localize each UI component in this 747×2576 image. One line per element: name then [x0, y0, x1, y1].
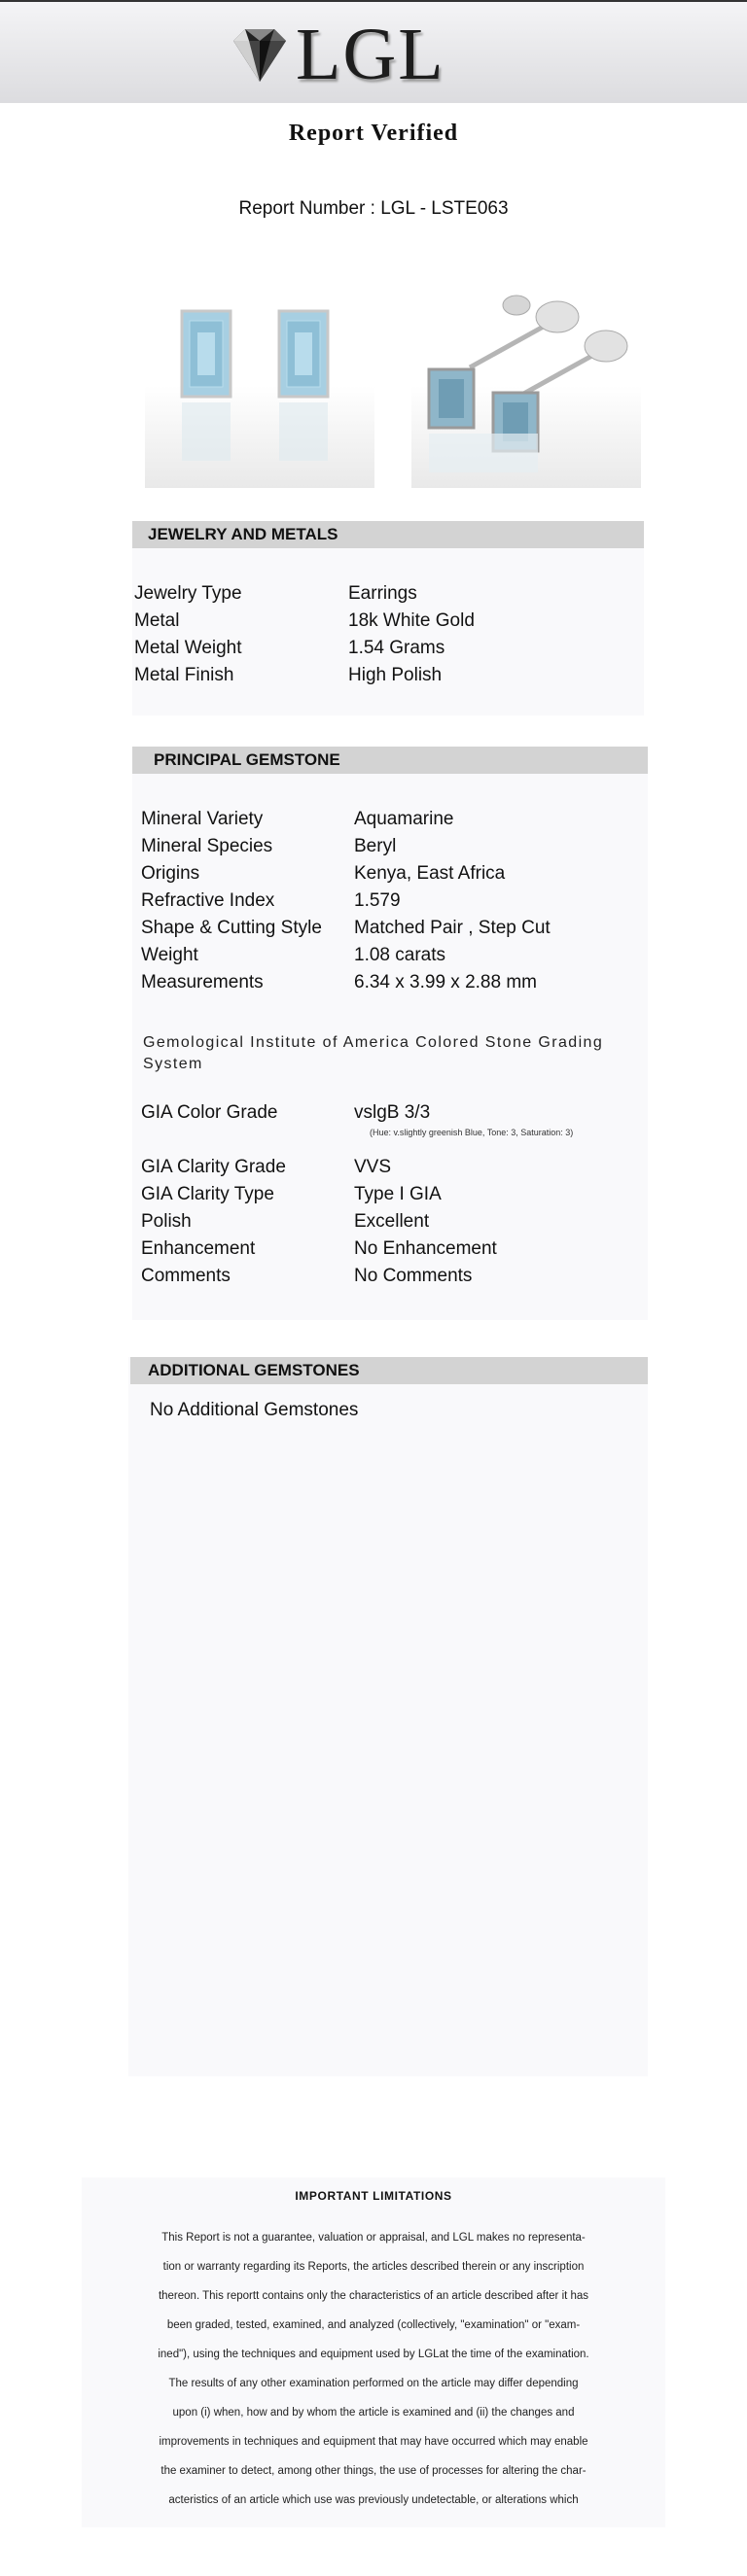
earrings-front-photo — [145, 261, 374, 488]
mineral-variety-value: Aquamarine — [354, 809, 454, 829]
limitations-line: ined"), using the techniques and equipment used by LGLat the time of the examination. — [158, 2349, 589, 2360]
origins-value: Kenya, East Africa — [354, 863, 506, 884]
earrings-side-photo — [411, 261, 641, 488]
additional-gemstones-text: No Additional Gemstones — [150, 1400, 359, 1420]
metal-finish-label: Metal Finish — [134, 665, 234, 685]
additional-section-title: ADDITIONAL GEMSTONES — [148, 1361, 360, 1379]
limitations-line: thereon. This reportt contains only the characteristics of an article described after it has — [158, 2290, 589, 2302]
comments-value: No Comments — [354, 1266, 473, 1286]
gia-clarity-grade-value: VVS — [354, 1157, 392, 1177]
mineral-variety-label: Mineral Variety — [141, 809, 264, 829]
principal-section-header — [132, 747, 648, 774]
metal-value: 18k White Gold — [348, 610, 475, 631]
shape-cutting-value: Matched Pair , Step Cut — [354, 918, 551, 938]
metal-finish-value: High Polish — [348, 665, 443, 685]
gia-color-grade-value: vslgB 3/3 — [354, 1102, 431, 1123]
limitations-panel — [82, 2177, 665, 2527]
limitations-title: IMPORTANT LIMITATIONS — [295, 2189, 452, 2203]
diamond-logo-icon — [226, 23, 294, 86]
measurements-value: 6.34 x 3.99 x 2.88 mm — [354, 972, 537, 992]
jewelry-section-header — [132, 521, 644, 548]
additional-section-bg — [128, 1357, 648, 2076]
header-banner — [0, 0, 747, 103]
comments-label: Comments — [141, 1266, 231, 1286]
gia-heading-line2: System — [143, 1056, 203, 1072]
page-title: Report Verified — [288, 121, 459, 146]
polish-label: Polish — [141, 1211, 192, 1232]
measurements-label: Measurements — [141, 972, 264, 992]
gia-heading-line1: Gemological Institute of America Colored Stone Grading — [143, 1034, 604, 1051]
gia-color-grade-label: GIA Color Grade — [141, 1102, 278, 1123]
limitations-line: the examiner to detect, among other things, the use of processes for altering the char- — [160, 2465, 587, 2477]
report-number: Report Number : LGL - LSTE063 — [238, 198, 509, 219]
gia-clarity-grade-label: GIA Clarity Grade — [141, 1157, 286, 1177]
limitations-line: The results of any other examination performed on the article may differ depending — [168, 2378, 579, 2389]
lgl-logo — [226, 14, 445, 95]
mineral-species-label: Mineral Species — [141, 836, 273, 856]
polish-value: Excellent — [354, 1211, 430, 1232]
jewelry-type-label: Jewelry Type — [134, 583, 242, 604]
enhancement-label: Enhancement — [141, 1238, 256, 1259]
weight-value: 1.08 carats — [354, 945, 445, 965]
shape-cutting-label: Shape & Cutting Style — [141, 918, 322, 938]
limitations-line: This Report is not a guarantee, valuation or appraisal, and LGL makes no representa- — [161, 2232, 586, 2244]
origins-label: Origins — [141, 863, 200, 884]
limitations-line: upon (i) when, how and by whom the article is examined and (ii) the changes and — [172, 2407, 575, 2419]
jewelry-section-title: JEWELRY AND METALS — [148, 525, 338, 543]
weight-label: Weight — [141, 945, 198, 965]
logo-text: LGL — [296, 14, 445, 95]
principal-section-title: PRINCIPAL GEMSTONE — [154, 750, 340, 769]
enhancement-value: No Enhancement — [354, 1238, 497, 1259]
gia-clarity-type-value: Type I GIA — [354, 1184, 442, 1204]
limitations-line: improvements in techniques and equipment that may have occurred which may enable — [159, 2436, 588, 2448]
mineral-species-value: Beryl — [354, 836, 397, 856]
metal-label: Metal — [134, 610, 180, 631]
gia-clarity-type-label: GIA Clarity Type — [141, 1184, 274, 1204]
metal-weight-label: Metal Weight — [134, 638, 242, 658]
limitations-line: been graded, tested, examined, and analyzed (collectively, "examination" or "exam- — [166, 2319, 581, 2331]
color-grade-note: (Hue: v.slightly greenish Blue, Tone: 3, Saturation: 3) — [370, 1128, 574, 1137]
additional-section-header — [130, 1357, 648, 1384]
jewelry-type-value: Earrings — [348, 583, 417, 604]
refractive-index-label: Refractive Index — [141, 890, 275, 911]
metal-weight-value: 1.54 Grams — [348, 638, 445, 658]
limitations-line: tion or warranty regarding its Reports, the articles described therein or any inscription — [162, 2261, 585, 2273]
refractive-index-value: 1.579 — [354, 890, 401, 911]
limitations-line: acteristics of an article which use was previously undetectable, or alterations which — [168, 2494, 579, 2506]
